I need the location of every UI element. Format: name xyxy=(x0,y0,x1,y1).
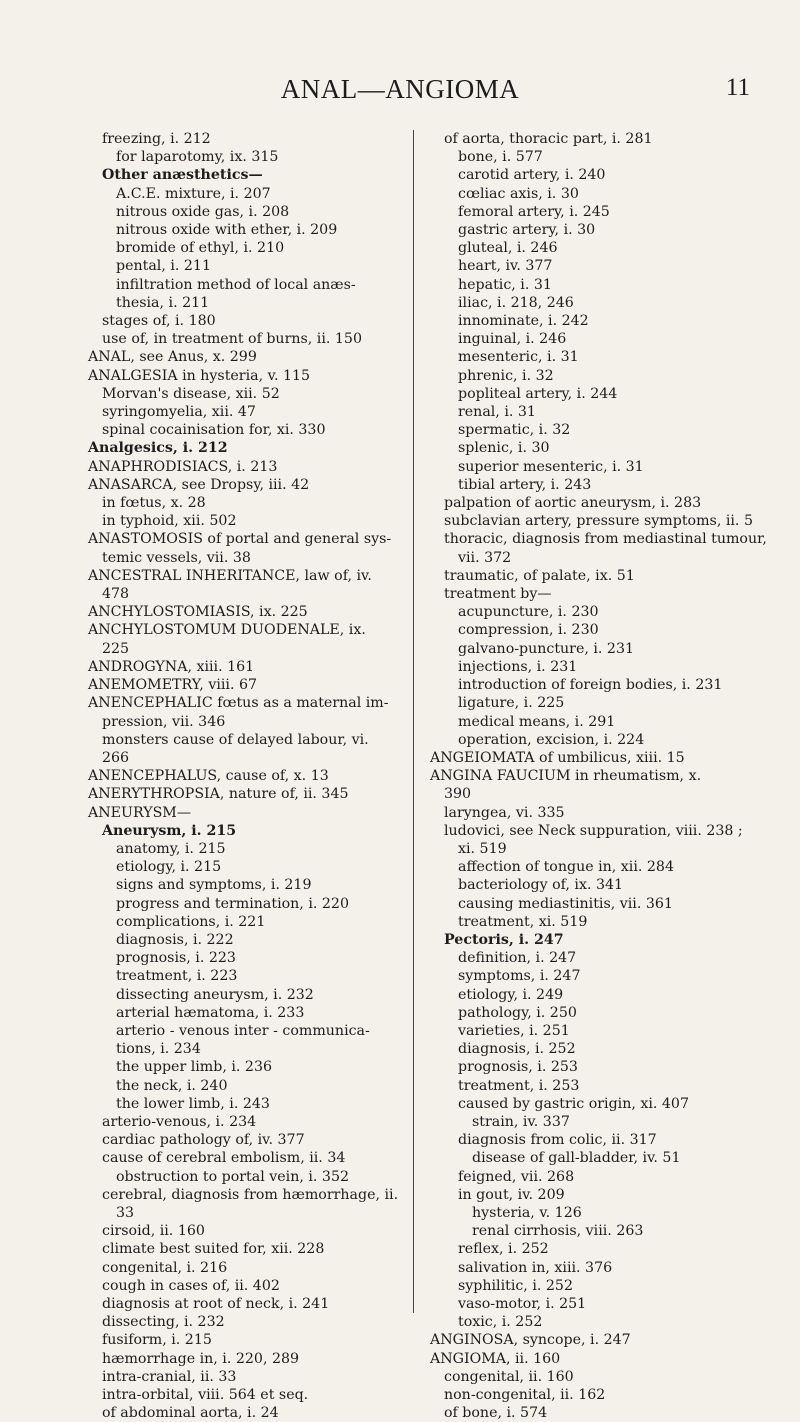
index-entry: ANCHYLOSTOMIASIS, ix. 225 xyxy=(88,604,308,621)
index-entry: dissecting aneurysm, i. 232 xyxy=(116,986,314,1003)
index-entry: renal cirrhosis, viii. 263 xyxy=(472,1223,644,1240)
index-entry: ANASTOMOSIS of portal and general sys- xyxy=(88,531,392,548)
index-entry: stages of, i. 180 xyxy=(102,313,216,330)
index-entry: prognosis, i. 223 xyxy=(116,950,236,967)
page-number: 11 xyxy=(725,74,750,101)
index-entry: treatment, i. 223 xyxy=(116,968,238,985)
index-column-right xyxy=(430,130,767,1422)
index-entry: of aorta, thoracic part, i. 281 xyxy=(444,131,653,147)
index-entry: gluteal, i. 246 xyxy=(458,240,558,257)
index-entry: temic vessels, vii. 38 xyxy=(102,549,251,566)
index-entry: affection of tongue in, xii. 284 xyxy=(458,859,674,876)
index-entry: obstruction to portal vein, i. 352 xyxy=(116,1168,350,1185)
index-entry: medical means, i. 291 xyxy=(458,713,616,730)
index-entry: ANGIOMA, ii. 160 xyxy=(430,1350,561,1367)
index-entry: popliteal artery, i. 244 xyxy=(458,385,618,402)
index-entry: syphilitic, i. 252 xyxy=(458,1277,573,1294)
index-entry: dissecting, i. 232 xyxy=(102,1314,225,1331)
index-entry: iliac, i. 218, 246 xyxy=(458,294,574,311)
index-entry: pression, vii. 346 xyxy=(102,713,226,730)
index-entry: 225 xyxy=(102,640,130,657)
index-entry: cirsoid, ii. 160 xyxy=(102,1223,205,1240)
index-entry: climate best suited for, xii. 228 xyxy=(102,1241,325,1258)
index-entry: non-congenital, ii. 162 xyxy=(444,1387,606,1404)
index-entry: syringomyelia, xii. 47 xyxy=(102,404,256,421)
index-entry: arterial hæmatoma, i. 233 xyxy=(116,1004,305,1021)
index-entry: pental, i. 211 xyxy=(116,258,211,275)
index-entry: monsters cause of delayed labour, vi. xyxy=(102,731,369,748)
index-entry: femoral artery, i. 245 xyxy=(458,203,610,220)
running-title: ANAL—ANGIOMA xyxy=(280,74,520,104)
index-entry: superior mesenteric, i. 31 xyxy=(458,458,644,475)
index-entry: A.C.E. mixture, i. 207 xyxy=(116,185,271,202)
index-entry: strain, iv. 337 xyxy=(472,1113,570,1130)
index-entry: palpation of aortic aneurysm, i. 283 xyxy=(444,495,702,512)
index-entry: for laparotomy, ix. 315 xyxy=(116,149,279,166)
index-entry: acupuncture, i. 230 xyxy=(458,604,599,621)
index-entry: ANENCEPHALUS, cause of, x. 13 xyxy=(88,768,329,785)
index-entry: injections, i. 231 xyxy=(458,658,578,675)
index-entry: etiology, i. 249 xyxy=(458,986,564,1003)
index-entry: hæmorrhage in, i. 220, 289 xyxy=(102,1350,300,1367)
index-entry: symptoms, i. 247 xyxy=(458,968,581,985)
index-entry: disease of gall-bladder, iv. 51 xyxy=(472,1150,681,1167)
index-entry: thoracic, diagnosis from mediastinal tumour, xyxy=(444,531,767,548)
index-entry: diagnosis from colic, ii. 317 xyxy=(458,1132,657,1149)
index-entry: ANEMOMETRY, viii. 67 xyxy=(88,677,258,694)
index-entry: subclavian artery, pressure symptoms, ii. 5 xyxy=(444,513,753,530)
index-entry: treatment, i. 253 xyxy=(458,1077,580,1094)
index-entry: vii. 372 xyxy=(458,549,512,566)
index-entry: carotid artery, i. 240 xyxy=(458,167,606,184)
index-entry: cerebral, diagnosis from hæmorrhage, ii. xyxy=(102,1186,399,1203)
index-entry: in typhoid, xii. 502 xyxy=(102,513,237,530)
index-entry: inguinal, i. 246 xyxy=(458,331,567,348)
index-entry: freezing, i. 212 xyxy=(102,131,211,147)
index-entry: innominate, i. 242 xyxy=(458,313,589,330)
index-entry: ANGINOSA, syncope, i. 247 xyxy=(430,1332,631,1349)
index-entry: the lower limb, i. 243 xyxy=(116,1095,270,1112)
page-header xyxy=(0,74,800,106)
index-entry: caused by gastric origin, xi. 407 xyxy=(458,1095,689,1112)
index-entry: ANGEIOMATA of umbilicus, xiii. 15 xyxy=(430,749,685,766)
index-entry: splenic, i. 30 xyxy=(458,440,550,457)
index-entry: diagnosis, i. 222 xyxy=(116,931,234,948)
index-entry: ANEURYSM— xyxy=(88,804,192,821)
index-entry: bone, i. 577 xyxy=(458,149,543,166)
index-entry: the upper limb, i. 236 xyxy=(116,1059,273,1076)
index-entry: infiltration method of local anæs- xyxy=(116,276,356,293)
index-entry: ANDROGYNA, xiii. 161 xyxy=(88,658,255,675)
index-entry: compression, i. 230 xyxy=(458,622,599,639)
index-entry: diagnosis, i. 252 xyxy=(458,1041,576,1058)
index-entry: cœliac axis, i. 30 xyxy=(458,185,579,202)
column-divider xyxy=(413,130,414,1313)
index-entry: toxic, i. 252 xyxy=(458,1314,543,1331)
index-entry: galvano-puncture, i. 231 xyxy=(458,640,634,657)
index-entry: ANASARCA, see Dropsy, iii. 42 xyxy=(88,476,310,493)
index-entry: hepatic, i. 31 xyxy=(458,276,552,293)
index-entry: mesenteric, i. 31 xyxy=(458,349,579,366)
index-entry: nitrous oxide with ether, i. 209 xyxy=(116,222,338,239)
index-entry: etiology, i. 215 xyxy=(116,859,222,876)
index-entry: Other anæsthetics— xyxy=(102,167,263,184)
index-entry: anatomy, i. 215 xyxy=(116,840,226,857)
index-entry: introduction of foreign bodies, i. 231 xyxy=(458,677,723,694)
index-entry: thesia, i. 211 xyxy=(116,294,210,311)
index-entry: tions, i. 234 xyxy=(116,1041,201,1058)
index-entry: ANAL, see Anus, x. 299 xyxy=(88,349,257,366)
index-entry: treatment, xi. 519 xyxy=(458,913,588,930)
index-entry: varieties, i. 251 xyxy=(458,1022,570,1039)
index-entry: cough in cases of, ii. 402 xyxy=(102,1277,280,1294)
index-entry: pathology, i. 250 xyxy=(458,1004,577,1021)
index-entry: heart, iv. 377 xyxy=(458,258,553,275)
index-entry: congenital, ii. 160 xyxy=(444,1368,574,1385)
index-entry: complications, i. 221 xyxy=(116,913,266,930)
index-entry: arterio - venous inter - communica- xyxy=(116,1022,370,1039)
index-entry: in gout, iv. 209 xyxy=(458,1186,565,1203)
index-entry: vaso-motor, i. 251 xyxy=(458,1296,587,1312)
index-entry: xi. 519 xyxy=(458,840,507,857)
index-entry: phrenic, i. 32 xyxy=(458,367,554,384)
index-entry: Aneurysm, i. 215 xyxy=(102,822,237,839)
index-entry: 33 xyxy=(116,1204,135,1221)
index-entry: cause of cerebral embolism, ii. 34 xyxy=(102,1150,346,1167)
index-entry: bacteriology of, ix. 341 xyxy=(458,877,624,894)
index-entry: Analgesics, i. 212 xyxy=(88,440,228,457)
index-entry: in fœtus, x. 28 xyxy=(102,495,206,512)
index-entry: diagnosis at root of neck, i. 241 xyxy=(102,1296,330,1312)
index-entry: ANGINA FAUCIUM in rheumatism, x. xyxy=(430,768,702,785)
index-entry: intra-cranial, ii. 33 xyxy=(102,1368,237,1385)
index-entry: causing mediastinitis, vii. 361 xyxy=(458,895,673,912)
index-entry: ANCHYLOSTOMUM DUODENALE, ix. xyxy=(88,622,366,639)
index-entry: treatment by— xyxy=(444,586,552,603)
index-entry: progress and termination, i. 220 xyxy=(116,895,349,912)
index-entry: spermatic, i. 32 xyxy=(458,422,571,439)
index-entry: 390 xyxy=(444,786,472,803)
index-entry: of bone, i. 574 xyxy=(444,1405,548,1422)
index-entry: laryngea, vi. 335 xyxy=(444,804,565,821)
index-entry: the neck, i. 240 xyxy=(116,1077,228,1094)
index-entry: prognosis, i. 253 xyxy=(458,1059,578,1076)
index-entry: operation, excision, i. 224 xyxy=(458,731,645,748)
index-entry: Pectoris, i. 247 xyxy=(444,931,564,948)
index-entry: ligature, i. 225 xyxy=(458,695,565,712)
index-entry: feigned, vii. 268 xyxy=(458,1168,575,1185)
index-column-left xyxy=(88,130,408,1422)
index-entry: ANAPHRODISIACS, i. 213 xyxy=(88,458,278,475)
index-entry: signs and symptoms, i. 219 xyxy=(116,877,312,894)
index-entry: gastric artery, i. 30 xyxy=(458,222,596,239)
index-entry: bromide of ethyl, i. 210 xyxy=(116,240,285,257)
index-entry: definition, i. 247 xyxy=(458,950,577,967)
index-entry: ANALGESIA in hysteria, v. 115 xyxy=(88,367,311,384)
index-entry: tibial artery, i. 243 xyxy=(458,476,592,493)
index-entry: 266 xyxy=(102,749,130,766)
index-entry: salivation in, xiii. 376 xyxy=(458,1259,613,1276)
index-entry: fusiform, i. 215 xyxy=(102,1332,212,1349)
index-entry: arterio-venous, i. 234 xyxy=(102,1113,257,1130)
index-entry: congenital, i. 216 xyxy=(102,1259,228,1276)
index-entry: spinal cocainisation for, xi. 330 xyxy=(102,422,326,439)
index-entry: traumatic, of palate, ix. 51 xyxy=(444,567,635,584)
index-entry: ludovici, see Neck suppuration, viii. 238 ; xyxy=(444,822,743,839)
index-entry: ANCESTRAL INHERITANCE, law of, iv. xyxy=(88,567,372,584)
index-entry: hysteria, v. 126 xyxy=(472,1204,582,1221)
index-entry: of abdominal aorta, i. 24 xyxy=(102,1405,279,1422)
index-entry: cardiac pathology of, iv. 377 xyxy=(102,1132,305,1149)
index-entry: nitrous oxide gas, i. 208 xyxy=(116,203,290,220)
index-entry: ANERYTHROPSIA, nature of, ii. 345 xyxy=(88,786,349,803)
index-entry: reflex, i. 252 xyxy=(458,1241,549,1258)
index-entry: use of, in treatment of burns, ii. 150 xyxy=(102,331,362,348)
index-entry: renal, i. 31 xyxy=(458,404,536,421)
index-entry: 478 xyxy=(102,586,130,603)
index-entry: Morvan's disease, xii. 52 xyxy=(102,385,280,402)
index-entry: intra-orbital, viii. 564 et seq. xyxy=(102,1387,309,1404)
index-entry: ANENCEPHALIC fœtus as a maternal im- xyxy=(88,695,389,712)
